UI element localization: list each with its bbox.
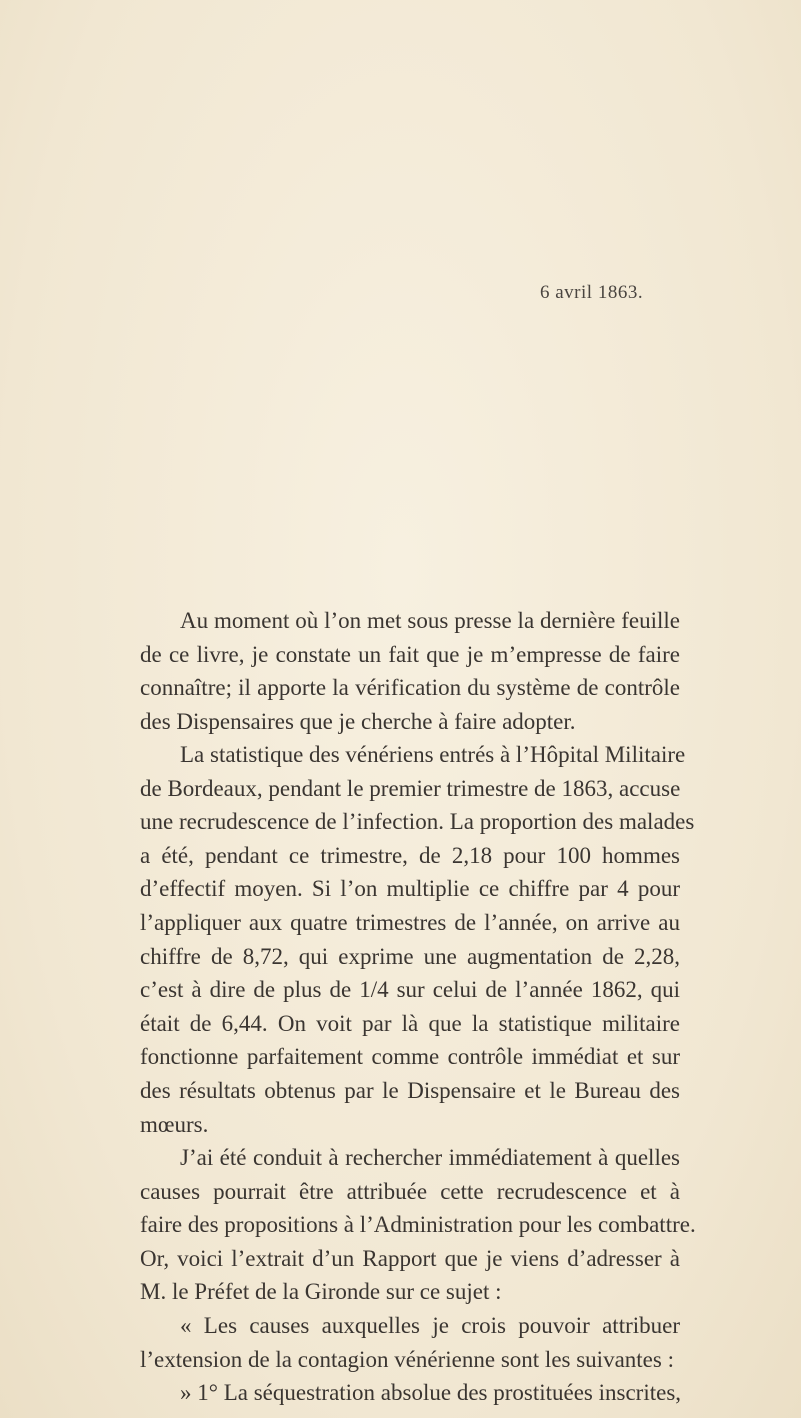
text-line: » 1° La séquestration absolue des prostituées inscrites, bbox=[180, 1380, 682, 1405]
text-line: c’est à dire de plus de 1/4 sur celui de l’année 1862, qui bbox=[140, 977, 680, 1003]
text-line: connaître; il apporte la vérification du système de contrôle bbox=[140, 675, 680, 701]
text-line: de ce livre, je constate un fait que je m’empresse de faire bbox=[140, 641, 680, 667]
text-line: fonctionne parfaitement comme contrôle immédiat et sur bbox=[140, 1044, 680, 1070]
text-line: faire des propositions à l’Administration pour les combattre. bbox=[140, 1212, 696, 1238]
text-line: d’effectif moyen. Si l’on multiplie ce chiffre par 4 pour bbox=[140, 876, 680, 902]
text-line: a été, pendant ce trimestre, de 2,18 pour 100 hommes bbox=[140, 842, 680, 868]
paragraph-3 bbox=[140, 1141, 696, 1309]
quotation-item bbox=[140, 1376, 680, 1410]
text-line: La statistique des vénériens entrés à l’Hôpital Militaire bbox=[180, 742, 686, 767]
text-line: J’ai été conduit à rechercher immédiatement à quelles bbox=[180, 1145, 680, 1170]
text-line: « Les causes auxquelles je crois pouvoir attribuer bbox=[180, 1313, 680, 1338]
text-line: était de 6,44. On voit par là que la statistique militaire bbox=[140, 1010, 680, 1036]
text-line: l’extension de la contagion vénérienne sont les suivantes : bbox=[140, 1346, 674, 1372]
paragraph-1 bbox=[140, 604, 680, 738]
text-line: chiffre de 8,72, qui exprime une augmentation de 2,28, bbox=[140, 943, 680, 969]
text-line: l’appliquer aux quatre trimestres de l’année, on arrive au bbox=[140, 909, 680, 935]
text-line: des Dispensaires que je cherche à faire adopter. bbox=[140, 708, 576, 734]
text-line: de Bordeaux, pendant le premier trimestre de 1863, accuse bbox=[140, 775, 681, 801]
quotation-paragraph bbox=[140, 1309, 680, 1376]
text-line: une recrudescence de l’infection. La proportion des malades bbox=[140, 809, 695, 835]
text-line: M. le Préfet de la Gironde sur ce sujet : bbox=[140, 1279, 502, 1305]
paragraph-2 bbox=[140, 738, 695, 1141]
date-heading: 6 avril 1863. bbox=[540, 282, 644, 303]
text-line: Au moment où l’on met sous presse la dernière feuille bbox=[180, 608, 680, 633]
text-line: Or, voici l’extrait d’un Rapport que je viens d’adresser à bbox=[140, 1245, 680, 1271]
text-line: des résultats obtenus par le Dispensaire et le Bureau des bbox=[140, 1077, 680, 1103]
text-line: causes pourrait être attribuée cette recrudescence et à bbox=[140, 1178, 680, 1204]
text-line: mœurs. bbox=[140, 1111, 209, 1137]
